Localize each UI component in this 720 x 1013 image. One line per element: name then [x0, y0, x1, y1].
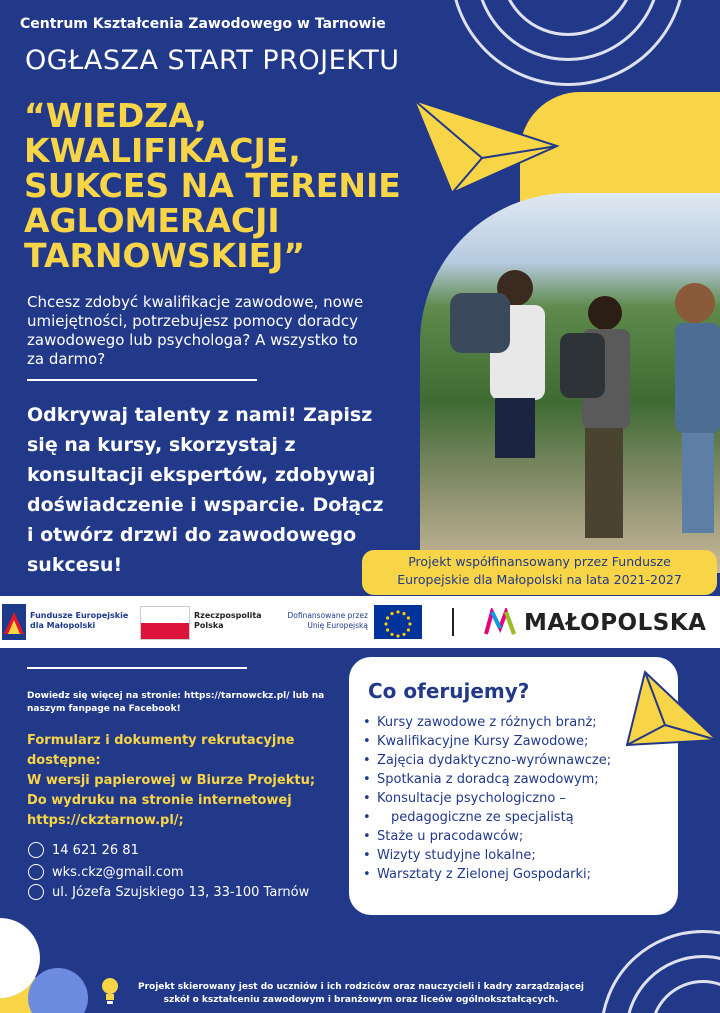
intro-line: za darmo?: [27, 350, 106, 368]
forms-line: W wersji papierowej w Biurze Projektu;: [27, 773, 316, 788]
intro-line: Chcesz zdobyć kwalifikacje zawodowe, nowe: [27, 293, 364, 311]
phone-icon: [28, 842, 44, 858]
funding-logos-strip: [0, 596, 720, 648]
cta-line: sukcesu!: [27, 554, 123, 576]
call-to-action: [27, 400, 384, 580]
project-title-line: “WIEDZA,: [24, 96, 207, 135]
decorative-quarter-blue: [28, 968, 88, 1013]
cta-line: konsultacji ekspertów, zdobywaj: [27, 464, 376, 486]
offer-item: • Zajęcia dydaktyczno-wyrównawcze;: [363, 751, 611, 770]
cta-line: Odkrywaj talenty z nami! Zapisz: [27, 404, 373, 426]
location-icon: [28, 884, 44, 900]
more-info-line: Dowiedz się więcej na stronie: https://tarnowckz.pl/ lub na: [27, 691, 325, 701]
footer-line: szkół o kształceniu zawodowym i branżowym oraz liceów ogólnokształcących.: [163, 995, 559, 1005]
offer-item: • Kursy zawodowe z różnych branż;: [363, 713, 611, 732]
email-address[interactable]: wks.ckz@gmail.com: [52, 864, 184, 880]
email-icon: [28, 864, 44, 880]
fe-logo-line: Fundusze Europejskie: [30, 611, 129, 620]
eu-flag-icon: [374, 605, 422, 639]
project-title-line: TARNOWSKIEJ”: [24, 236, 306, 275]
rp-logo-text: [194, 611, 262, 631]
phone-number[interactable]: 14 621 26 81: [52, 842, 139, 858]
offer-item: • Konsultacje psychologiczno –: [363, 789, 611, 808]
recruitment-forms-info: [27, 731, 315, 831]
students-silhouettes: [420, 193, 720, 573]
offer-item: • Wizyty studyjne lokalne;: [363, 846, 611, 865]
students-jumping-photo: [420, 193, 720, 573]
malopolska-logo-text: MAŁOPOLSKA: [524, 610, 707, 636]
contact-phone: [28, 842, 139, 858]
intro-text: [27, 293, 363, 369]
contact-email: [28, 864, 184, 880]
more-info-text: [27, 690, 324, 716]
divider-line: [27, 379, 257, 381]
cta-line: doświadczenie i wsparcie. Dołącz: [27, 494, 384, 516]
paper-plane-small-icon: [625, 670, 720, 760]
forms-line: Do wydruku na stronie internetowej: [27, 793, 292, 808]
offer-item: • Staże u pracodawców;: [363, 827, 611, 846]
offer-item: • Spotkania z doradcą zawodowym;: [363, 770, 611, 789]
ue-logo-text: [276, 611, 368, 631]
forms-link[interactable]: https://ckztarnow.pl/;: [27, 813, 184, 828]
offer-item: • Warsztaty z Zielonej Gospodarki;: [363, 865, 611, 884]
intro-line: umiejętności, potrzebujesz pomocy doradcy: [27, 312, 359, 330]
fe-logo-line: dla Małopolski: [30, 621, 96, 630]
rp-logo-line: Polska: [194, 621, 224, 630]
rp-logo-line: Rzeczpospolita: [194, 611, 262, 620]
forms-line: Formularz i dokumenty rekrutacyjne: [27, 733, 295, 748]
ue-logo-line: Dofinansowane przez: [287, 611, 368, 620]
fe-logo-text: [30, 611, 128, 631]
offer-list: [363, 713, 611, 884]
logo-separator: [452, 608, 454, 636]
project-title-line: AGLOMERACJI: [24, 201, 280, 240]
postal-address: ul. Józefa Szujskiego 13, 33-100 Tarnów: [52, 884, 310, 900]
organization-name: Centrum Kształcenia Zawodowego w Tarnowie: [20, 16, 386, 32]
footer-line: Projekt skierowany jest do uczniów i ich rodziców oraz nauczycieli i kadry zarządzającej: [137, 982, 585, 992]
offer-title: Co oferujemy?: [368, 679, 530, 703]
offer-item-continued: • pedagogiczne ze specjalistą: [363, 808, 611, 827]
forms-line: dostępne:: [27, 753, 101, 768]
cofinancing-line: Projekt współfinansowany przez Fundusze: [408, 554, 671, 569]
contact-address: [28, 884, 309, 900]
cofinancing-badge: [362, 550, 717, 595]
offer-item: • Kwalifikacyjne Kursy Zawodowe;: [363, 732, 611, 751]
project-title: [24, 98, 401, 273]
cta-line: się na kursy, skorzystaj z: [27, 434, 296, 456]
cta-line: i otwórz drzwi do zawodowego: [27, 524, 357, 546]
target-audience-note: [126, 981, 596, 1007]
ue-logo-line: Unię Europejską: [307, 621, 368, 630]
more-info-line: naszym fanpage na Facebook!: [27, 704, 181, 714]
project-title-line: KWALIFIKACJE,: [24, 131, 301, 170]
polish-flag-icon: [140, 606, 190, 640]
paper-plane-icon: [412, 98, 562, 198]
divider-line-lower: [27, 667, 247, 669]
project-title-line: SUKCES NA TERENIE: [24, 166, 401, 205]
malopolska-logo-icon: [484, 608, 520, 636]
lightbulb-icon: [98, 975, 122, 1005]
announcement-text: OGŁASZA START PROJEKTU: [25, 45, 400, 76]
intro-line: zawodowego lub psychologa? A wszystko to: [27, 331, 358, 349]
cofinancing-line: Europejskie dla Małopolski na lata 2021-2027: [397, 572, 682, 587]
fe-logo-icon: [2, 604, 26, 640]
